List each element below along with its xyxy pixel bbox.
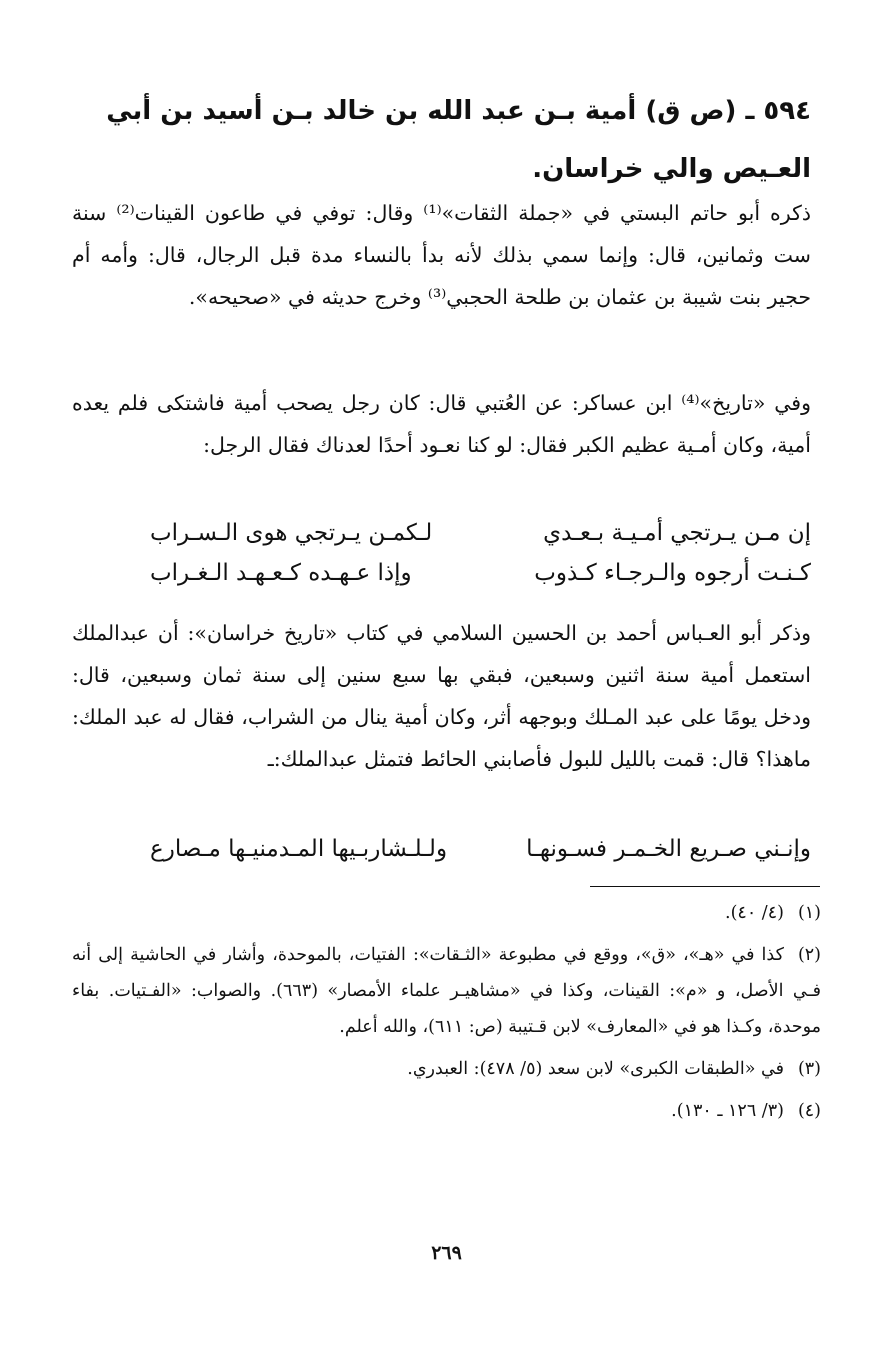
paragraph-ibn-asakir: وفي «تاريخ»⁽⁴⁾ ابن عساكر: عن العُتبي قال: كان رجل يصحب أمية فاشتكى فلم يعده أمية، وكان أمـية عظيم الكبر فقال: لو كنا نعـود أحدًا لعدناك فقال الرجل: (72, 391, 812, 457)
footnote (72, 895, 821, 931)
entry-heading: ٥٩٤ ـ (ص ق) أمية بـن عبد الله بن خالد بـن أسيد بن أبي العـيص والي خراسان. (106, 96, 811, 184)
verse-line (150, 512, 811, 554)
footnote-number: (١) (797, 903, 821, 923)
paragraph-sulami: وذكر أبو العـباس أحمد بن الحسين السلامي في كتاب «تاريخ خراسان»: أن عبدالملك استعمل أمية سنة اثنين وسبعين، فبقي بها سبع سنين إلى سنة ثمان وسبعين، قال: ودخل يومًا على عبد المـلك وبوجهه أثر، وكان أمية ينال من الشراب، فقال له عبد الملك: ماهذا؟ قال: قمت بالليل للبول فأصابني الحائط فتمثل عبدالملك:ـ (72, 621, 811, 771)
footnotes (72, 895, 821, 1135)
footnote-number: (٢) (797, 945, 821, 965)
footnote-number: (٤) (797, 1101, 821, 1121)
footnote-text: كذا في «هـ»، «ق»، ووقع في مطبوعة «الثـقات»: الفتيات، بالموحدة، وأشار في الحاشية إلى أنه فـي الأصل، و «م»: القينات، وكذا في «مشاهيـر علماء الأمصار» (٦٦٣). والصواب: «الفـتيات. بفاء موحدة، وكـذا هو في «المعارف» لابن قـتيبة (ص: ٦١١)، والله أعلم. (72, 945, 821, 1037)
verse-first-hemistich: وإنـني صـريع الخـمـر فسـونهـا (526, 836, 811, 862)
verse-first-hemistich: إن مـن يـرتجي أمـيـة بـعـدي (543, 520, 811, 546)
footnote (72, 937, 821, 1045)
verse-first-hemistich: كـنـت أرجوه والـرجـاء كـذوب (534, 560, 811, 586)
verse-line (150, 552, 811, 594)
verse-second-hemistich: ولـلـشاربـيها المـدمنيـها مـصارع (150, 836, 448, 862)
footnote-text: في «الطبقات الكبرى» لابن سعد (٥/ ٤٧٨): العبدري. (407, 1059, 784, 1079)
paragraph-biography: ذكره أبو حاتم البستي في «جملة الثقات»⁽¹⁾ وقال: توفي في طاعون القينات⁽²⁾ سنة ست وثمانين، قال: وإنما سمي بذلك لأنه بدأ بالنساء مدة قبل الرجال، قال: وأمه أم حجير بنت شيبة بن عثمان بن طلحة الحجبي⁽³⁾ وخرج حديثه في «صحيحه». (72, 201, 811, 309)
footnote-separator (590, 886, 820, 887)
verse-line (150, 828, 811, 870)
verse-second-hemistich: وإذا عـهـده كـعـهـد الـغـراب (150, 560, 412, 586)
footnote-text: (٣/ ١٢٦ ـ ١٣٠). (671, 1101, 784, 1121)
verse-second-hemistich: لـكمـن يـرتجي هوى الـسـراب (150, 520, 433, 546)
footnote (72, 1093, 821, 1129)
footnote (72, 1051, 821, 1087)
footnote-text: (٤/ ٤٠). (725, 903, 784, 923)
page-number: ٢٦٩ (431, 1242, 462, 1264)
footnote-number: (٣) (797, 1059, 821, 1079)
